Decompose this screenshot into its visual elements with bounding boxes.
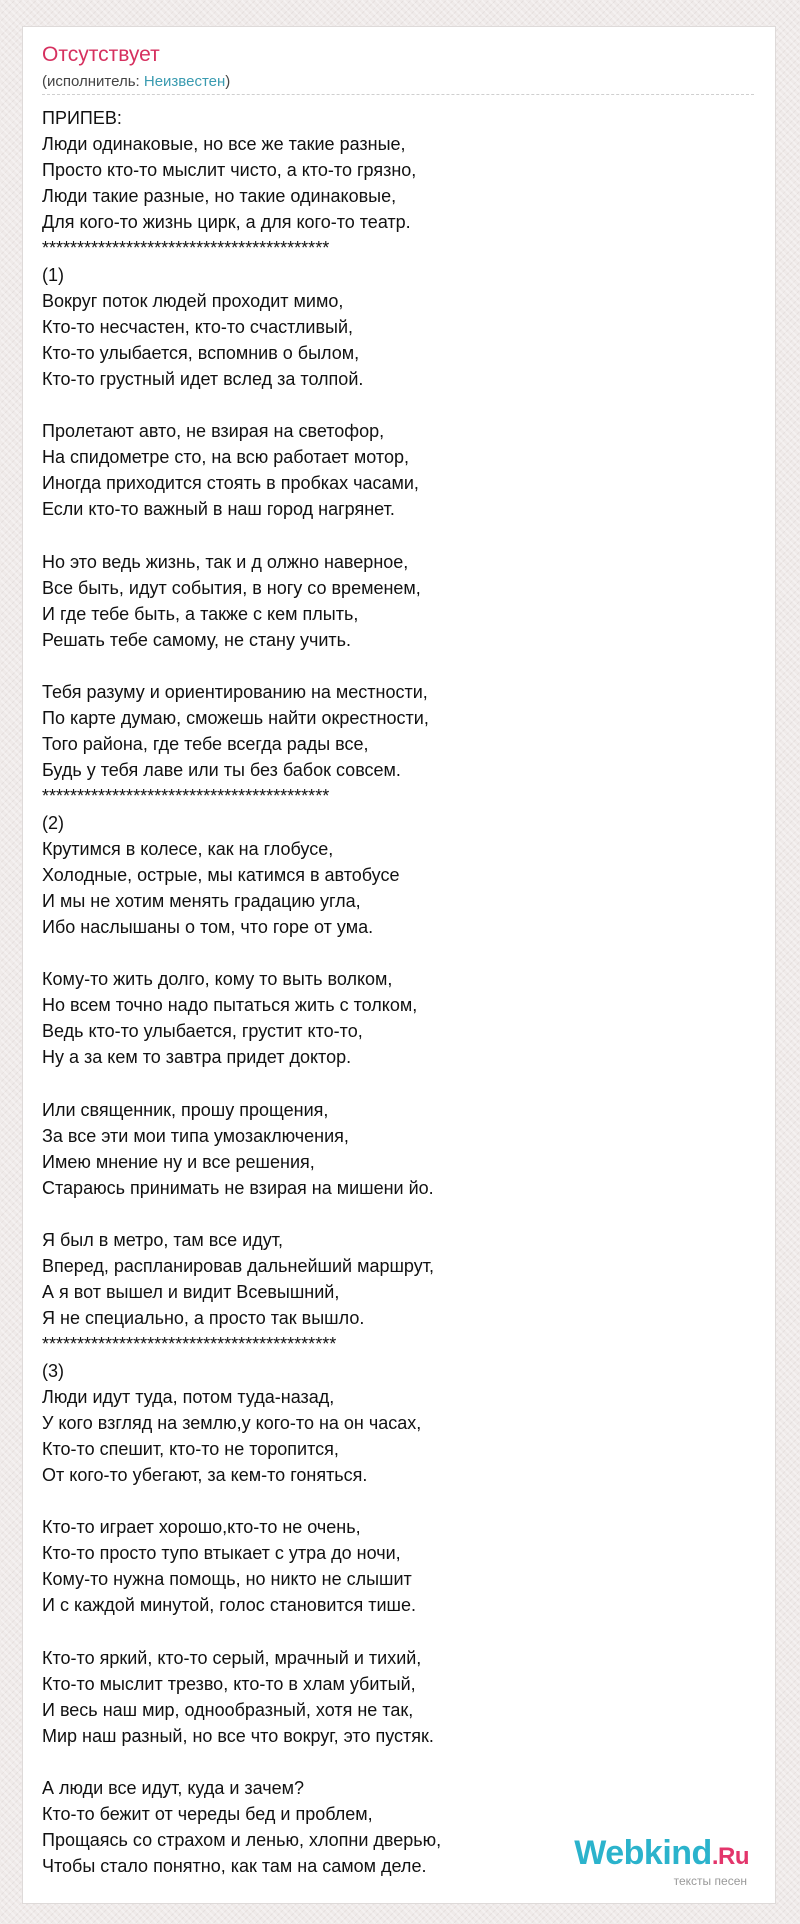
logo-main-text: Webkind	[574, 1834, 712, 1872]
logo-wordmark	[574, 1836, 749, 1874]
artist-line	[42, 73, 230, 91]
artist-suffix: )	[225, 73, 231, 90]
header-divider	[42, 94, 754, 95]
lyrics-text: ПРИПЕВ: Люди одинаковые, но все же такие разные, Просто кто-то мыслит чисто, а кто-то грязно, Люди такие разные, но такие одинаковые, Для кого-то жизнь цирк, а для кого-то театр. ***************************************** (1) Вокруг поток людей проходит мимо, Кто-то несчастен, кто-то счастливый, Кто-то улыбается, вспомнив о былом, Кто-то грустный идет вслед за толпой. Пролетают авто, не взирая на светофор, На спидометре сто, на всю работает мотор, Иногда приходится стоять в пробках часами, Если кто-то важный в наш город нагрянет. Но это ведь жизнь, так и д олжно наверное, Все быть, идут события, в ногу со временем, И где тебе быть, а также с кем плыть, Решать тебе самому, не стану учить. Тебя разуму и ориентированию на местности, По карте думаю, сможешь найти окрестности, Того района, где тебе всегда рады все, Будь у тебя лаве или ты без бабок совсем. ***************************************** (2) Крутимся в колесе, как на глобусе, Холодные, острые, мы катимся в автобусе И мы не хотим менять градацию угла, Ибо наслышаны о том, что горе от ума. Кому-то жить долго, кому то выть волком, Но всем точно надо пытаться жить с толком, Ведь кто-то улыбается, грустит кто-то, Ну а за кем то завтра придет доктор. Или священник, прошу прощения, За все эти мои типа умозаключения, Имею мнение ну и все решения, Стараюсь принимать не взирая на мишени йо. Я был в метро, там все идут, Вперед, распланировав дальнейший маршрут, А я вот вышел и видит Всевышний, Я не специально, а просто так вышло. ****************************************** (3) Люди идут туда, потом туда-назад, У кого взгляд на землю,у кого-то на он часах, Кто-то спешит, кто-то не торопится, От кого-то убегают, за кем-то гоняться. Кто-то играет хорошо,кто-то не очень, Кто-то просто тупо втыкает с утра до ночи, Кому-то нужна помощь, но никто не слышит И с каждой минутой, голос становится тише. Кто-то яркий, кто-то серый, мрачный и тихий, Кто-то мыслит трезво, кто-то в хлам убитый, И весь наш мир, однообразный, хотя не так, Мир наш разный, но все что вокруг, это пустяк. А люди все идут, куда и зачем? Кто-то бежит от череды бед и проблем, Прощаясь со страхом и ленью, хлопни дверью, Чтобы стало понятно, как там на самом деле.	[42, 108, 442, 1877]
song-title: Отсутствует	[42, 43, 160, 66]
artist-link[interactable]: Неизвестен	[143, 73, 226, 90]
logo-tagline: тексты песен	[673, 1874, 747, 1888]
logo-tld: .Ru	[711, 1843, 749, 1870]
artist-prefix: (исполнитель:	[42, 73, 144, 90]
site-logo[interactable]	[574, 1836, 749, 1887]
lyrics-card	[22, 26, 776, 1904]
